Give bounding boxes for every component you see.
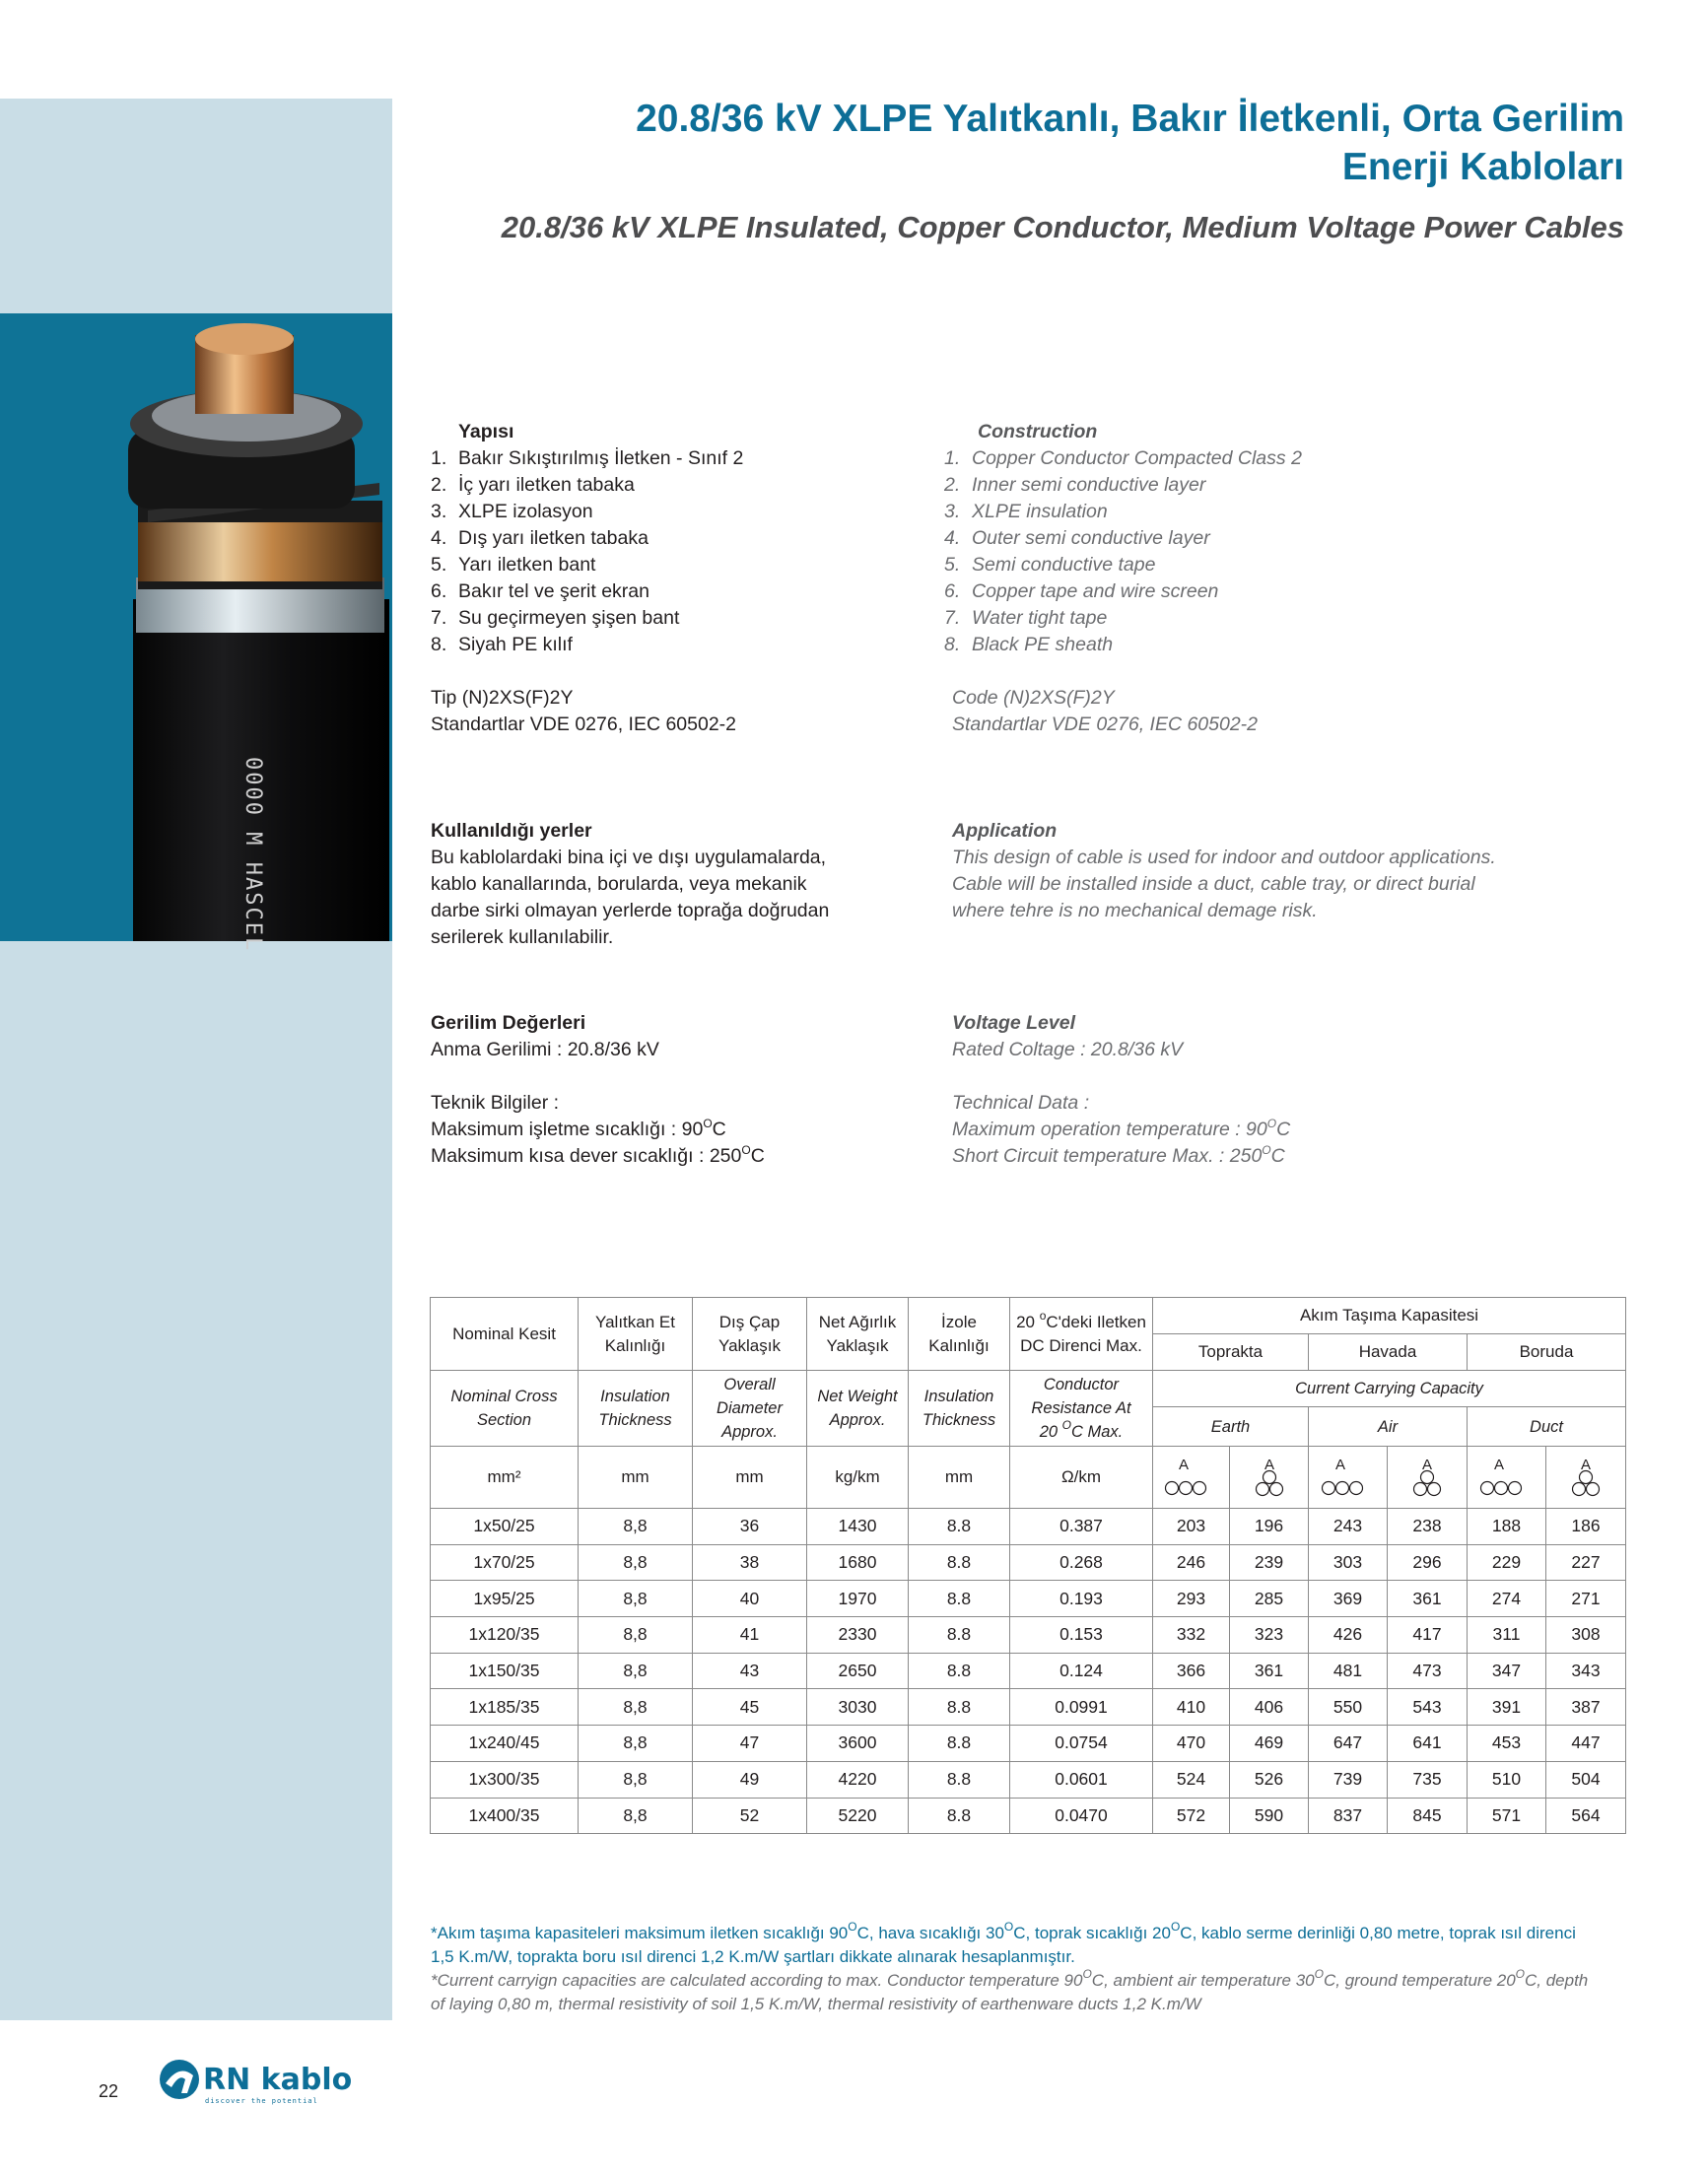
cell-air-trefoil: 361	[1388, 1581, 1468, 1617]
cell-earth-flat: 203	[1153, 1509, 1230, 1545]
cell-air-trefoil: 473	[1388, 1653, 1468, 1689]
footnote-tr: *Akım taşıma kapasiteleri maksimum iletken sıcaklığı $90^OC$, hava sıcaklığı $30^OC$, toprak sıcaklığı $20^OC$, kablo serme derinliği 0,80 metre, toprak ısıl direnci 1,5 K.m/W, toprakta boru ısıl direnci 1,2 K.m/W şartları dikkate alınarak hesaplanmıştır.	[431, 1920, 1576, 1966]
ampere-label: A	[1421, 1457, 1433, 1473]
cell-net-weight: 4220	[807, 1761, 909, 1798]
trefoil-formation-icon	[1388, 1447, 1468, 1509]
table-row	[431, 1509, 1626, 1545]
cell-nominal-section: 1x240/45	[431, 1726, 579, 1762]
list-item-number: 8.	[944, 634, 961, 655]
rn-kablo-logo	[158, 2054, 353, 2111]
list-item	[944, 525, 1555, 552]
cell-dc-resistance: 0.0601	[1010, 1761, 1153, 1798]
table-row	[431, 1544, 1626, 1581]
list-item-number: 2.	[944, 474, 961, 496]
list-item-number: 3.	[944, 501, 961, 522]
voltage-en-section	[952, 1010, 1563, 1170]
cell-overall-diameter: 49	[693, 1761, 807, 1798]
cell-izole-thickness: 8.8	[909, 1761, 1010, 1798]
cell-duct-trefoil: 227	[1546, 1544, 1626, 1581]
cell-earth-trefoil: 285	[1230, 1581, 1309, 1617]
cell-duct-trefoil: 308	[1546, 1617, 1626, 1654]
cell-izole-thickness: 8.8	[909, 1509, 1010, 1545]
application-tr-section	[431, 818, 923, 951]
cell-earth-trefoil: 469	[1230, 1726, 1309, 1762]
cell-earth-flat: 246	[1153, 1544, 1230, 1581]
cell-air-flat: 837	[1309, 1798, 1388, 1834]
list-item	[431, 632, 923, 658]
ampere-label: A	[1264, 1457, 1274, 1473]
table-row	[431, 1581, 1626, 1617]
tech-heading-en: Technical Data :	[952, 1092, 1090, 1114]
cell-net-weight: 2650	[807, 1653, 909, 1689]
cell-air-flat: 426	[1309, 1617, 1388, 1654]
cell-izole-thickness: 8.8	[909, 1798, 1010, 1834]
cable-photo-panel	[0, 313, 392, 953]
cell-earth-trefoil: 406	[1230, 1689, 1309, 1726]
flat-formation-icon	[1153, 1447, 1230, 1509]
cell-dc-resistance: 0.0754	[1010, 1726, 1153, 1762]
table-row	[431, 1761, 1626, 1798]
max-op-temp-en: Maximum operation temperature : $90^OC$	[952, 1117, 1291, 1140]
cell-air-trefoil: 296	[1388, 1544, 1468, 1581]
list-item-text: Water tight tape	[972, 607, 1108, 629]
application-en-heading: Application	[952, 820, 1058, 842]
header-dc-resistance-tr: 20 $^o$C'deki Iletken DC Direnci Max.	[1010, 1298, 1153, 1371]
cell-duct-trefoil: 343	[1546, 1653, 1626, 1689]
standard-en: Standartlar VDE 0276, IEC 60502-2	[952, 713, 1259, 735]
logo-brand: RN kablo	[203, 2063, 353, 2097]
list-item-number: 8.	[431, 634, 447, 655]
cell-overall-diameter: 40	[693, 1581, 807, 1617]
cell-insulation-thickness: 8,8	[579, 1689, 693, 1726]
cell-earth-flat: 410	[1153, 1689, 1230, 1726]
list-item	[431, 552, 923, 578]
trefoil-formation-icon	[1546, 1447, 1626, 1509]
max-sc-temp-en: Short Circuit temperature Max. : $250^OC$	[952, 1143, 1285, 1167]
cell-izole-thickness: 8.8	[909, 1689, 1010, 1726]
list-item	[431, 445, 923, 472]
cell-air-trefoil: 641	[1388, 1726, 1468, 1762]
cell-air-flat: 481	[1309, 1653, 1388, 1689]
cell-earth-flat: 572	[1153, 1798, 1230, 1834]
cell-air-trefoil: 238	[1388, 1509, 1468, 1545]
cell-overall-diameter: 47	[693, 1726, 807, 1762]
logo-tagline: discover the potential	[205, 2097, 318, 2105]
cell-duct-trefoil: 504	[1546, 1761, 1626, 1798]
cell-duct-trefoil: 271	[1546, 1581, 1626, 1617]
list-item-text: Outer semi conductive layer	[972, 527, 1210, 549]
cell-duct-trefoil: 387	[1546, 1689, 1626, 1726]
voltage-tr-section	[431, 1010, 923, 1170]
application-en-section	[952, 818, 1563, 924]
type-tr: Tip (N)2XS(F)2Y	[431, 687, 574, 709]
cell-earth-trefoil: 361	[1230, 1653, 1309, 1689]
list-item-number: 7.	[944, 607, 961, 629]
list-item	[431, 605, 923, 632]
cell-duct-trefoil: 564	[1546, 1798, 1626, 1834]
list-item	[944, 445, 1555, 472]
header-capacity-tr: Akım Taşıma Kapasitesi	[1153, 1298, 1626, 1334]
ampere-label: A	[1581, 1457, 1592, 1473]
trefoil-formation-icon	[1230, 1447, 1309, 1509]
cell-duct-flat: 571	[1468, 1798, 1546, 1834]
cell-net-weight: 5220	[807, 1798, 909, 1834]
list-item-number: 5.	[431, 554, 447, 576]
application-tr-line: darbe sirki olmayan yerlerde toprağa doğrudan	[431, 900, 830, 921]
list-item-number: 6.	[431, 580, 447, 602]
list-item	[431, 578, 923, 605]
unit-ohm-km: Ω/km	[1010, 1447, 1153, 1509]
cell-air-trefoil: 543	[1388, 1689, 1468, 1726]
cell-earth-flat: 366	[1153, 1653, 1230, 1689]
application-tr-line: serilerek kullanılabilir.	[431, 926, 614, 948]
ampere-label: A	[1493, 1457, 1504, 1473]
application-tr-line: Bu kablolardaki bina içi ve dışı uygulamalarda,	[431, 847, 827, 868]
list-item-text: Copper tape and wire screen	[972, 580, 1219, 602]
list-item-text: XLPE insulation	[972, 501, 1108, 522]
list-item	[944, 552, 1555, 578]
cell-overall-diameter: 38	[693, 1544, 807, 1581]
cell-duct-flat: 510	[1468, 1761, 1546, 1798]
list-item-number: 4.	[431, 527, 447, 549]
table-body	[431, 1509, 1626, 1834]
cell-izole-thickness: 8.8	[909, 1581, 1010, 1617]
header-duct-tr: Boruda	[1468, 1334, 1626, 1371]
header-weight-en: Net Weight Approx.	[807, 1371, 909, 1447]
cell-izole-thickness: 8.8	[909, 1544, 1010, 1581]
cell-insulation-thickness: 8,8	[579, 1509, 693, 1545]
header-air-en: Air	[1309, 1407, 1468, 1447]
footnote	[431, 1922, 1628, 2016]
cell-air-flat: 369	[1309, 1581, 1388, 1617]
application-en-line: This design of cable is used for indoor and outdoor applications.	[952, 847, 1496, 868]
type-en: Code (N)2XS(F)2Y	[952, 687, 1115, 709]
list-item-number: 3.	[431, 501, 447, 522]
cell-duct-flat: 274	[1468, 1581, 1546, 1617]
rated-voltage-tr: Anma Gerilimi : 20.8/36 kV	[431, 1039, 659, 1060]
construction-tr-heading: Yapısı	[458, 421, 514, 442]
list-item-text: Semi conductive tape	[972, 554, 1156, 576]
header-izole-tr: İzole Kalınlığı	[909, 1298, 1010, 1371]
list-item-number: 7.	[431, 607, 447, 629]
header-weight-tr: Net Ağırlık Yaklaşık	[807, 1298, 909, 1371]
header-capacity-en: Current Carrying Capacity	[1153, 1371, 1626, 1407]
cell-dc-resistance: 0.124	[1010, 1653, 1153, 1689]
cell-nominal-section: 1x120/35	[431, 1617, 579, 1654]
cell-nominal-section: 1x185/35	[431, 1689, 579, 1726]
cell-duct-flat: 347	[1468, 1653, 1546, 1689]
cell-duct-flat: 188	[1468, 1509, 1546, 1545]
cell-earth-flat: 524	[1153, 1761, 1230, 1798]
title-tr-line1: 20.8/36 kV XLPE Yalıtkanlı, Bakır İletkenli, Orta Gerilim	[636, 98, 1624, 140]
cell-net-weight: 1970	[807, 1581, 909, 1617]
max-op-temp-tr: Maksimum işletme sıcaklığı : $90^OC$	[431, 1117, 726, 1140]
cell-net-weight: 3030	[807, 1689, 909, 1726]
cell-overall-diameter: 43	[693, 1653, 807, 1689]
cell-nominal-section: 1x300/35	[431, 1761, 579, 1798]
header-insulation-en: Insulation Thickness	[579, 1371, 693, 1447]
cable-cross-section-image	[0, 313, 392, 953]
list-item	[431, 499, 923, 525]
list-item-number: 6.	[944, 580, 961, 602]
construction-en-heading: Construction	[978, 421, 1098, 442]
list-item-text: Su geçirmeyen şişen bant	[458, 607, 680, 629]
cell-nominal-section: 1x95/25	[431, 1581, 579, 1617]
list-item-text: Copper Conductor Compacted Class 2	[972, 447, 1302, 469]
cell-insulation-thickness: 8,8	[579, 1726, 693, 1762]
cell-insulation-thickness: 8,8	[579, 1581, 693, 1617]
cell-earth-trefoil: 590	[1230, 1798, 1309, 1834]
cell-insulation-thickness: 8,8	[579, 1544, 693, 1581]
cell-insulation-thickness: 8,8	[579, 1617, 693, 1654]
cell-izole-thickness: 8.8	[909, 1617, 1010, 1654]
list-item	[944, 605, 1555, 632]
cell-nominal-section: 1x50/25	[431, 1509, 579, 1545]
cell-net-weight: 1430	[807, 1509, 909, 1545]
unit-mm2: mm²	[431, 1447, 579, 1509]
header-nominal-en: Nominal Cross Section	[431, 1371, 579, 1447]
cable-data-table	[430, 1297, 1615, 1834]
list-item-text: XLPE izolasyon	[458, 501, 593, 522]
voltage-en-heading: Voltage Level	[952, 1012, 1075, 1034]
tech-heading-tr: Teknik Bilgiler :	[431, 1092, 560, 1114]
application-en-line: Cable will be installed inside a duct, cable tray, or direct burial	[952, 873, 1475, 895]
list-item-text: Bakır tel ve şerit ekran	[458, 580, 649, 602]
header-earth-tr: Toprakta	[1153, 1334, 1309, 1371]
footnote-en: *Current carryign capacities are calculated according to max. Conductor temperature $90^OC$, ambient air temperature $30^OC$, ground temperature $20^OC$, depth of laying 0,80 m, thermal resistivity of soil 1,5 K.m/W, thermal resistivity of earthenware ducts 1,2 K.m/W	[431, 1967, 1589, 2013]
cell-dc-resistance: 0.0470	[1010, 1798, 1153, 1834]
cell-earth-trefoil: 323	[1230, 1617, 1309, 1654]
cell-nominal-section: 1x70/25	[431, 1544, 579, 1581]
list-item-text: Inner semi conductive layer	[972, 474, 1206, 496]
cell-dc-resistance: 0.153	[1010, 1617, 1153, 1654]
unit-mm: mm	[579, 1447, 693, 1509]
table-row	[431, 1689, 1626, 1726]
construction-en-section	[944, 419, 1555, 738]
header-diameter-tr: Dış Çap Yaklaşık	[693, 1298, 807, 1371]
title-tr-line2: Enerji Kabloları	[1341, 146, 1624, 188]
standard-tr: Standartlar VDE 0276, IEC 60502-2	[431, 713, 737, 735]
cell-duct-flat: 311	[1468, 1617, 1546, 1654]
table-row	[431, 1798, 1626, 1834]
construction-en-list	[944, 445, 1555, 658]
header-thickness-en: Insulation Thickness	[909, 1371, 1010, 1447]
cell-duct-flat: 391	[1468, 1689, 1546, 1726]
list-item-text: Siyah PE kılıf	[458, 634, 573, 655]
list-item-text: İç yarı iletken tabaka	[458, 474, 635, 496]
page-title-tr	[540, 95, 1624, 191]
list-item-number: 2.	[431, 474, 447, 496]
cell-insulation-thickness: 8,8	[579, 1653, 693, 1689]
flat-formation-icon	[1468, 1447, 1546, 1509]
cell-earth-flat: 470	[1153, 1726, 1230, 1762]
cell-air-flat: 647	[1309, 1726, 1388, 1762]
cell-dc-resistance: 0.387	[1010, 1509, 1153, 1545]
cell-overall-diameter: 41	[693, 1617, 807, 1654]
cell-dc-resistance: 0.0991	[1010, 1689, 1153, 1726]
cell-air-trefoil: 845	[1388, 1798, 1468, 1834]
list-item-number: 5.	[944, 554, 961, 576]
cell-air-flat: 550	[1309, 1689, 1388, 1726]
application-tr-line: kablo kanallarında, borularda, veya mekanik	[431, 873, 807, 895]
list-item-text: Black PE sheath	[972, 634, 1114, 655]
voltage-tr-heading: Gerilim Değerleri	[431, 1012, 586, 1034]
cell-insulation-thickness: 8,8	[579, 1761, 693, 1798]
header-nominal-tr: Nominal Kesit	[431, 1298, 579, 1371]
application-en-line: where tehre is no mechanical demage risk.	[952, 900, 1318, 921]
max-sc-temp-tr: Maksimum kısa dever sıcaklığı : $250^OC$	[431, 1143, 765, 1167]
cell-overall-diameter: 52	[693, 1798, 807, 1834]
table-row	[431, 1653, 1626, 1689]
cell-overall-diameter: 45	[693, 1689, 807, 1726]
list-item	[944, 632, 1555, 658]
cell-net-weight: 1680	[807, 1544, 909, 1581]
cell-earth-flat: 332	[1153, 1617, 1230, 1654]
header-resistance-en: Conductor Resistance At 20 $^O$C Max.	[1010, 1371, 1153, 1447]
cell-duct-flat: 453	[1468, 1726, 1546, 1762]
list-item-number: 1.	[431, 447, 447, 469]
list-item	[944, 578, 1555, 605]
list-item-number: 4.	[944, 527, 961, 549]
list-item	[431, 525, 923, 552]
rated-voltage-en: Rated Coltage : 20.8/36 kV	[952, 1039, 1184, 1060]
list-item-text: Bakır Sıkıştırılmış İletken - Sınıf 2	[458, 447, 744, 469]
header-insulation-tr: Yalıtkan Et Kalınlığı	[579, 1298, 693, 1371]
cell-earth-trefoil: 196	[1230, 1509, 1309, 1545]
list-item	[944, 499, 1555, 525]
cell-nominal-section: 1x400/35	[431, 1798, 579, 1834]
header-duct-en: Duct	[1468, 1407, 1626, 1447]
header-diameter-en: Overall Diameter Approx.	[693, 1371, 807, 1447]
application-tr-heading: Kullanıldığı yerler	[431, 820, 592, 842]
cell-air-trefoil: 417	[1388, 1617, 1468, 1654]
cell-dc-resistance: 0.193	[1010, 1581, 1153, 1617]
unit-kgkm: kg/km	[807, 1447, 909, 1509]
ampere-label: A	[1334, 1457, 1345, 1473]
cell-overall-diameter: 36	[693, 1509, 807, 1545]
ampere-label: A	[1178, 1457, 1189, 1473]
cell-duct-trefoil: 186	[1546, 1509, 1626, 1545]
construction-tr-section	[431, 419, 923, 738]
page-title-en: 20.8/36 kV XLPE Insulated, Copper Conductor, Medium Voltage Power Cables	[501, 210, 1624, 244]
page-number: 22	[99, 2081, 119, 2101]
list-item	[944, 472, 1555, 499]
cell-air-flat: 303	[1309, 1544, 1388, 1581]
flat-formation-icon	[1309, 1447, 1388, 1509]
unit-mm: mm	[693, 1447, 807, 1509]
list-item-number: 1.	[944, 447, 961, 469]
header-earth-en: Earth	[1153, 1407, 1309, 1447]
cell-earth-trefoil: 239	[1230, 1544, 1309, 1581]
cable-print-text: 0000 M HASCEL	[240, 757, 265, 953]
header-air-tr: Havada	[1309, 1334, 1468, 1371]
cell-air-trefoil: 735	[1388, 1761, 1468, 1798]
table-row	[431, 1726, 1626, 1762]
cell-net-weight: 3600	[807, 1726, 909, 1762]
list-item	[431, 472, 923, 499]
cell-dc-resistance: 0.268	[1010, 1544, 1153, 1581]
cell-duct-trefoil: 447	[1546, 1726, 1626, 1762]
unit-mm: mm	[909, 1447, 1010, 1509]
list-item-text: Dış yarı iletken tabaka	[458, 527, 649, 549]
cell-duct-flat: 229	[1468, 1544, 1546, 1581]
construction-tr-list	[431, 445, 923, 658]
table-row	[431, 1617, 1626, 1654]
cell-nominal-section: 1x150/35	[431, 1653, 579, 1689]
cell-insulation-thickness: 8,8	[579, 1798, 693, 1834]
cell-izole-thickness: 8.8	[909, 1726, 1010, 1762]
cell-air-flat: 739	[1309, 1761, 1388, 1798]
cell-earth-trefoil: 526	[1230, 1761, 1309, 1798]
cell-izole-thickness: 8.8	[909, 1653, 1010, 1689]
cell-earth-flat: 293	[1153, 1581, 1230, 1617]
cell-air-flat: 243	[1309, 1509, 1388, 1545]
cell-net-weight: 2330	[807, 1617, 909, 1654]
list-item-text: Yarı iletken bant	[458, 554, 596, 576]
